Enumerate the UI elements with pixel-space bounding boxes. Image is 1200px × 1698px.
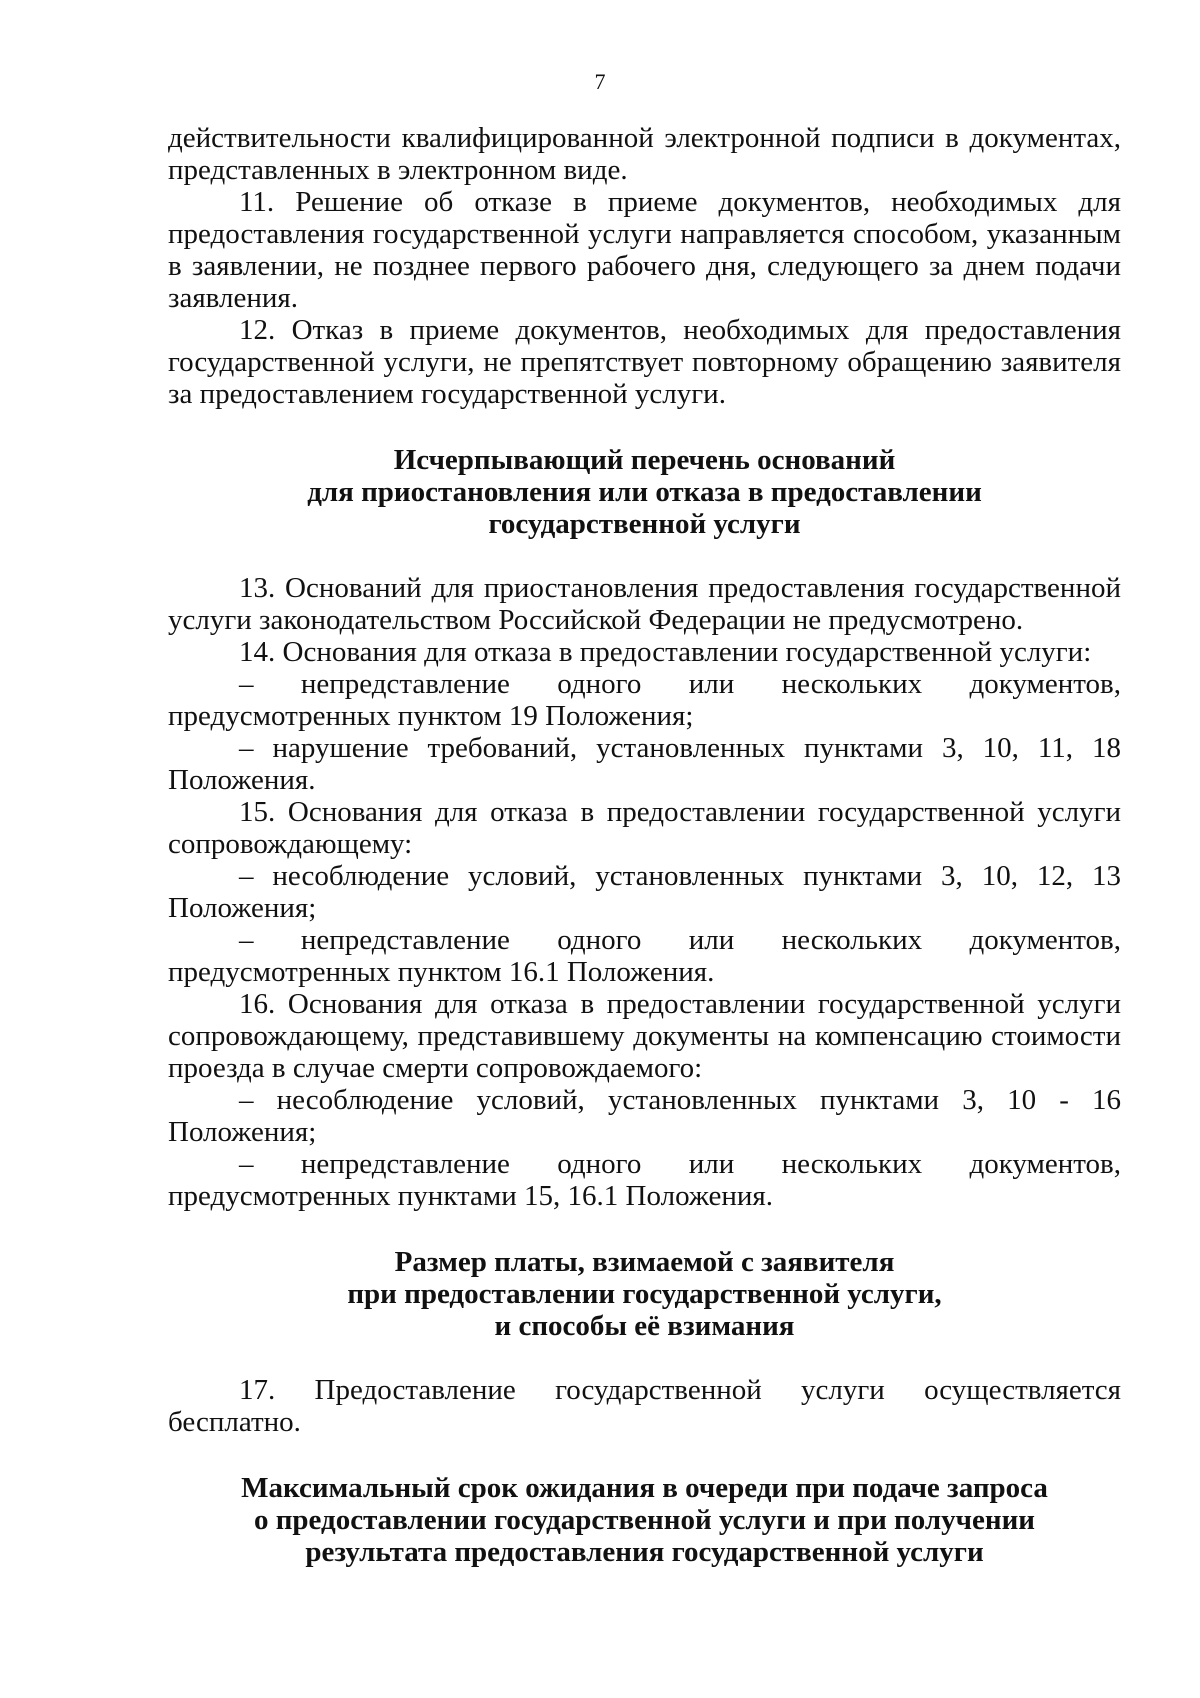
section-body — [168, 572, 1121, 1212]
paragraph: 11. Решение об отказе в приеме документов, необходимых для предоставления государственной услуги направляется способом, указанным в заявлении, не позднее первого рабочего дня, следующего за днем подачи заявления. — [168, 186, 1121, 314]
section-heading — [168, 1472, 1121, 1568]
list-item: – нарушение требований, установленных пунктами 3, 10, 11, 18 Положения. — [168, 732, 1121, 796]
paragraph: действительности квалифицированной электронной подписи в документах, представленных в электронном виде. — [168, 122, 1121, 186]
list-item: – непредставление одного или нескольких документов, предусмотренных пунктом 19 Положения; — [168, 668, 1121, 732]
heading-line: Размер платы, взимаемой с заявителя — [394, 1246, 895, 1278]
paragraph: 14. Основания для отказа в предоставлении государственной услуги: — [239, 636, 1092, 668]
list-item: – несоблюдение условий, установленных пунктами 3, 10, 12, 13 Положения; — [168, 860, 1121, 924]
heading-line: Максимальный срок ожидания в очереди при подаче запроса — [241, 1472, 1048, 1504]
paragraph: 12. Отказ в приеме документов, необходимых для предоставления государственной услуги, не препятствует повторному обращению заявителя за предоставлением государственной услуги. — [168, 314, 1121, 410]
section-heading — [168, 444, 1121, 540]
list-item: – непредставление одного или нескольких документов, предусмотренных пунктом 16.1 Положения. — [168, 924, 1121, 988]
paragraph: 15. Основания для отказа в предоставлении государственной услуги сопровождающему: — [168, 796, 1121, 860]
section-body — [168, 1374, 1121, 1438]
paragraph: 13. Оснований для приостановления предоставления государственной услуги законодательством Российской Федерации не предусмотрено. — [168, 572, 1121, 636]
heading-line: государственной услуги — [488, 508, 801, 540]
document-body — [168, 122, 1121, 1568]
heading-line: Исчерпывающий перечень оснований — [393, 444, 896, 476]
heading-line: при предоставлении государственной услуги, — [347, 1278, 942, 1310]
page-number: 7 — [594, 69, 606, 94]
list-item: – несоблюдение условий, установленных пунктами 3, 10 - 16 Положения; — [168, 1084, 1121, 1148]
section-heading — [168, 1246, 1121, 1342]
heading-line: и способы её взимания — [494, 1310, 795, 1342]
heading-line: о предоставлении государственной услуги и при получении — [253, 1504, 1036, 1536]
paragraph: 16. Основания для отказа в предоставлении государственной услуги сопровождающему, представившему документы на компенсацию стоимости проезда в случае смерти сопровождаемого: — [168, 988, 1121, 1084]
paragraph: 17. Предоставление государственной услуги осуществляется бесплатно. — [168, 1374, 1121, 1438]
heading-line: для приостановления или отказа в предоставлении — [307, 476, 982, 508]
list-item: – непредставление одного или нескольких документов, предусмотренных пунктами 15, 16.1 Положения. — [168, 1148, 1121, 1212]
heading-line: результата предоставления государственной услуги — [305, 1536, 984, 1568]
